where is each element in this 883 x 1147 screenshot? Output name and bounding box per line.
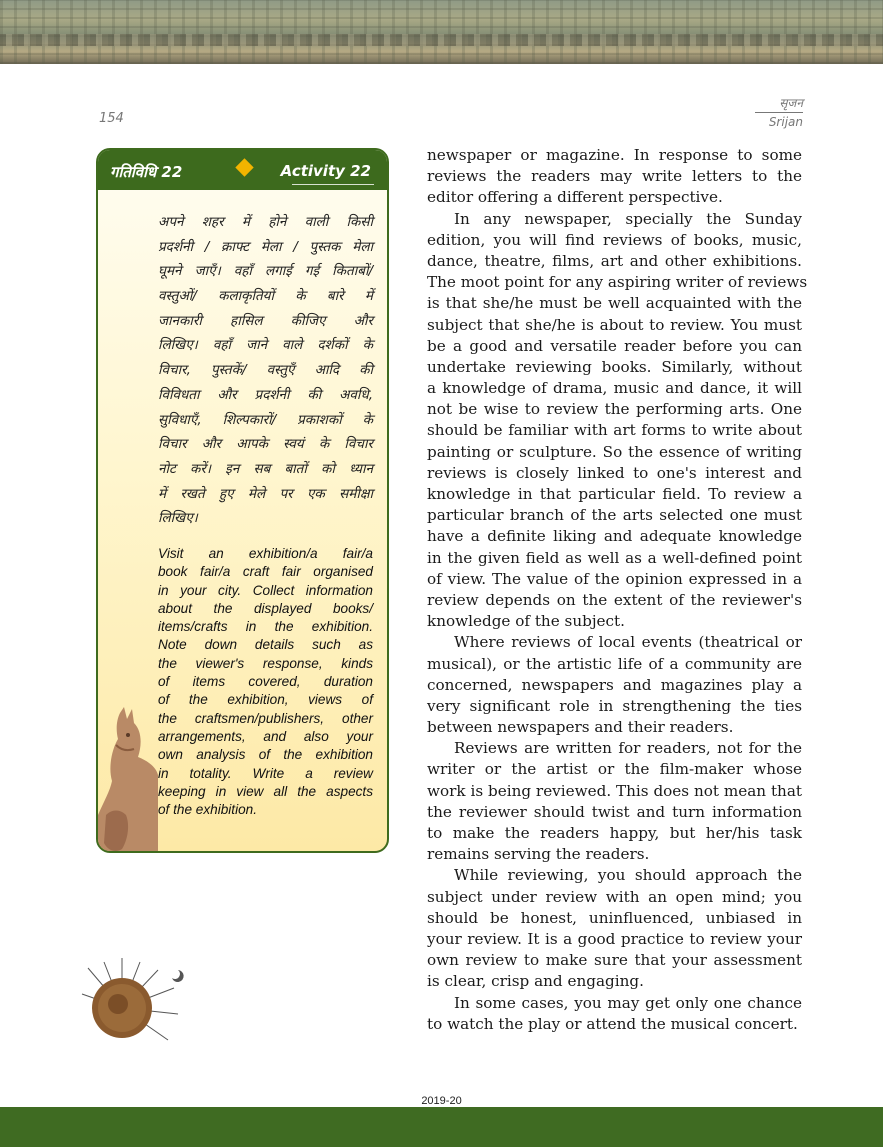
activity-header	[98, 150, 387, 190]
text-line: of items covered, duration	[158, 674, 373, 690]
text-line: is clear, crisp and engaging.	[427, 972, 644, 991]
activity-text-hindi	[158, 210, 373, 531]
text-line: Reviews are written for readers, not for the	[454, 739, 802, 758]
text-line: very significant role in strengthening the ties	[427, 696, 802, 715]
header-underline	[292, 184, 374, 185]
decorative-banner	[0, 0, 883, 64]
text-line: not be wise to review the performing arts. One	[427, 400, 802, 419]
text-line: reviews is closely linked to one's interest and	[427, 463, 802, 482]
text-line: a knowledge of drama, music and dance, it will	[427, 379, 802, 398]
text-line: knowledge of the subject.	[427, 612, 625, 631]
text-line: about the displayed books/	[158, 600, 373, 616]
text-line: of the exhibition, views of	[158, 692, 373, 708]
text-line: own analysis of the exhibition	[158, 747, 373, 763]
text-line: विचार और आपके स्वयं के विचार	[158, 436, 373, 453]
text-line: own review to make sure that your assessment	[427, 951, 802, 970]
text-line: remains serving the readers.	[427, 845, 650, 864]
text-line: the reviewer should twist and turn information	[427, 802, 802, 821]
running-head-hindi: सृजन	[779, 96, 803, 110]
text-line: knowledge in that particular field. To review a	[427, 485, 802, 503]
text-line: writer or the artist or the film-maker whose	[427, 760, 802, 779]
text-line: in your city. Collect information	[158, 582, 373, 598]
sun-emblem-icon	[78, 958, 188, 1048]
text-line: is that she/he must be well acquainted with the	[427, 294, 802, 313]
text-line: सुविधाएँ, शिल्पकारों/ प्रकाशकों के	[158, 411, 373, 428]
text-line: subject under review with an open mind; you	[427, 887, 802, 906]
text-line: painting or sculpture. So the essence of writing	[427, 442, 802, 461]
text-line: Note down details such as	[158, 637, 373, 653]
text-line: your review. It is a good practice to review your	[427, 929, 802, 948]
text-line: the craftsmen/publishers, other	[158, 710, 373, 726]
text-line: In any newspaper, specially the Sunday	[454, 209, 802, 228]
footer-bar	[0, 1107, 883, 1147]
text-line: लिखिए।	[158, 510, 198, 527]
text-line: arrangements, and also your	[158, 728, 373, 744]
diamond-icon	[235, 158, 253, 176]
text-line: to make the readers happy, but her/his task	[427, 824, 802, 842]
text-line: particular branch of the arts selected one must	[427, 506, 802, 525]
text-line: between newspapers and their readers.	[427, 718, 734, 737]
text-line: have a definite liking and adequate knowledge	[427, 527, 802, 546]
text-line: newspaper or magazine. In response to some	[427, 146, 802, 164]
activity-title-english: Activity 22	[280, 162, 371, 180]
text-line: should be familiar with art forms to write about	[427, 421, 802, 440]
running-head-english: Srijan	[768, 115, 803, 129]
text-line: वस्तुओं/ कलाकृतियों के बारे में	[158, 288, 373, 305]
text-line: में रखते हुए मेले पर एक समीक्षा	[158, 485, 373, 502]
text-line: of view. The value of the opinion expressed in a	[427, 569, 802, 588]
text-line: should be honest, uninfluenced, unbiased in	[427, 908, 802, 927]
text-line: of the exhibition.	[158, 802, 257, 818]
text-line: While reviewing, you should approach the	[454, 866, 802, 885]
text-line: reviews the readers may write letters to the	[427, 167, 802, 186]
text-line: review depends on the extent of the reviewer's	[427, 590, 802, 609]
page-number: 154	[99, 111, 124, 126]
activity-text-english	[158, 545, 373, 819]
text-line: concerned, newspapers and magazines play a	[427, 675, 802, 694]
text-line: अपने शहर में होने वाली किसी	[158, 214, 373, 230]
terracotta-horse-icon	[98, 705, 158, 853]
activity-title-hindi: गतिविधि 22	[110, 163, 183, 181]
text-line: items/crafts in the exhibition.	[158, 619, 373, 635]
text-line: The moot point for any aspiring writer of reviews	[427, 273, 808, 292]
text-line: subject that she/he is about to review. You must	[427, 315, 802, 334]
text-line: the viewer's response, kinds	[158, 655, 373, 671]
activity-box	[96, 148, 389, 853]
text-line: विचार, पुस्तकें/ वस्तुएँ आदि की	[158, 362, 373, 379]
text-line: लिखिए। वहाँ जाने वाले दर्शकों के	[158, 337, 373, 354]
text-line: work is being reviewed. This does not mean that	[427, 781, 802, 800]
text-line: विविधता और प्रदर्शनी की अवधि,	[158, 386, 373, 403]
text-line: प्रदर्शनी / क्राफ्ट मेला / पुस्तक मेला	[158, 238, 373, 255]
text-line: जानकारी हासिल कीजिए और	[158, 312, 373, 329]
running-head-rule	[755, 112, 803, 113]
text-line: In some cases, you may get only one chance	[454, 993, 802, 1012]
text-line: book fair/a craft fair organised	[158, 564, 373, 580]
text-line: to watch the play or attend the musical concert.	[427, 1014, 798, 1033]
year-label: 2019-20	[421, 1095, 462, 1107]
text-line: undertake reviewing books. Similarly, without	[427, 357, 802, 376]
text-line: be a good and versatile reader before you can	[427, 336, 802, 355]
text-line: in totality. Write a review	[158, 765, 373, 781]
text-line: edition, you will find reviews of books, music,	[427, 230, 802, 249]
text-line: नोट करें। इन सब बातों को ध्यान	[158, 460, 373, 477]
text-line: keeping in view all the aspects	[158, 783, 373, 799]
text-line: musical), or the artistic life of a community are	[427, 654, 802, 673]
text-line: dance, theatre, films, art and other exhibitions.	[427, 251, 802, 270]
text-line: editor offering a different perspective.	[427, 188, 723, 207]
body-text	[427, 145, 808, 1035]
banner-carving-band	[0, 34, 883, 46]
text-line: Where reviews of local events (theatrical or	[454, 633, 802, 652]
text-line: in the given field as well as a well-defined point	[427, 548, 802, 567]
running-head	[755, 95, 803, 130]
text-line: Visit an exhibition/a fair/a	[158, 546, 373, 561]
text-line: घूमने जाएँ। वहाँ लगाई गई किताबों/	[158, 263, 373, 280]
